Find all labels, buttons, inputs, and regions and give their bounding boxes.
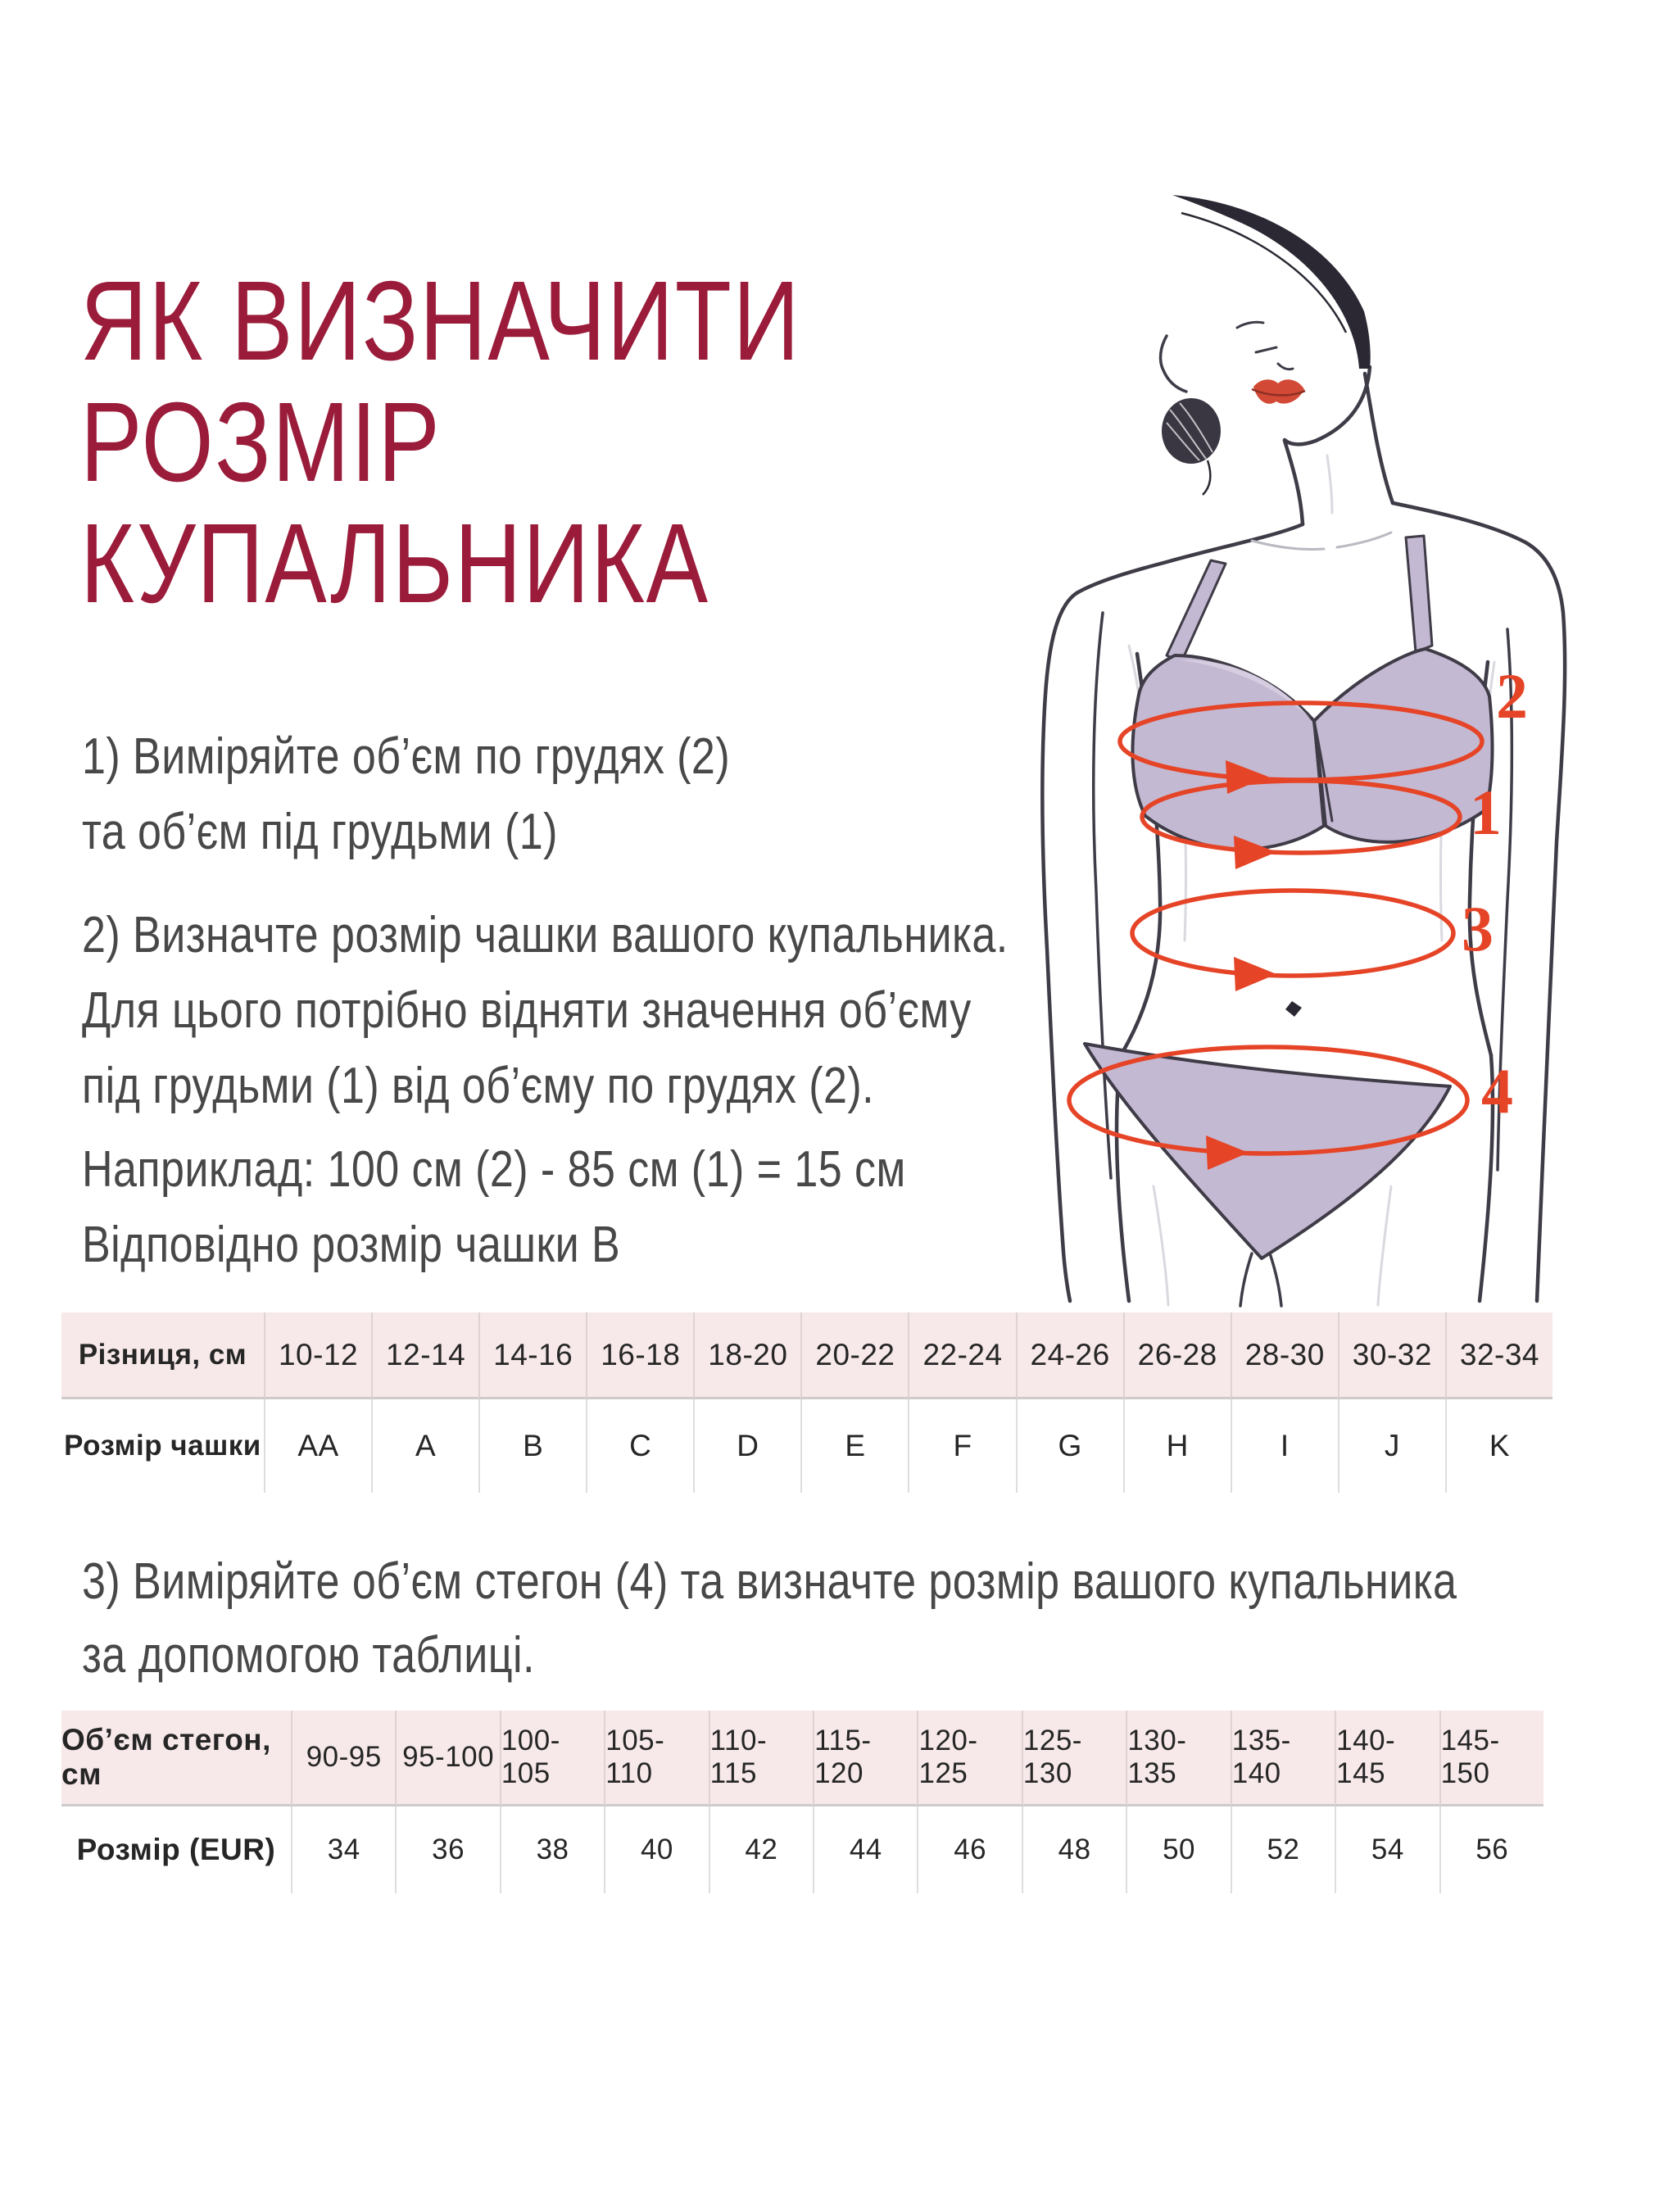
step1-line-1: 1) Виміряйте об’єм по грудях (2) bbox=[82, 728, 731, 785]
hip-table-range-value: 115-120 bbox=[813, 1711, 917, 1806]
bust-measure-number: 2 bbox=[1496, 660, 1528, 732]
cup-table-cup-value: J bbox=[1338, 1399, 1445, 1493]
bra-right-cup bbox=[1314, 649, 1492, 842]
cup-table-diff-value: 32-34 bbox=[1445, 1312, 1552, 1399]
cup-table-cup-value: F bbox=[908, 1399, 1015, 1493]
hip-table-size-value: 44 bbox=[813, 1806, 917, 1893]
cup-table-diff-value: 16-18 bbox=[586, 1312, 693, 1399]
title-line-2: РОЗМІР bbox=[80, 379, 442, 505]
waist-arrowhead bbox=[1234, 957, 1276, 991]
hips-measure-number: 4 bbox=[1481, 1055, 1513, 1126]
waist-measure-number: 3 bbox=[1462, 893, 1494, 964]
bra-strap-right bbox=[1406, 536, 1432, 652]
step3-line-2: за допомогою таблиці. bbox=[82, 1627, 535, 1684]
title-line-3: КУПАЛЬНИКА bbox=[80, 501, 709, 627]
underbust-measure-number: 1 bbox=[1470, 777, 1502, 848]
hip-table-size-value: 36 bbox=[395, 1806, 499, 1893]
cup-table-diff-value: 12-14 bbox=[371, 1312, 478, 1399]
hip-table-range-value: 120-125 bbox=[917, 1711, 1021, 1806]
example-line-1: Наприклад: 100 см (2) - 85 см (1) = 15 см bbox=[82, 1141, 906, 1198]
navel-mark bbox=[1285, 1001, 1302, 1017]
neck-right-line bbox=[1365, 374, 1393, 503]
page-title bbox=[80, 258, 801, 627]
brow-line bbox=[1237, 322, 1263, 328]
cup-table-diff-value: 22-24 bbox=[908, 1312, 1015, 1399]
hip-table-size-value: 54 bbox=[1335, 1806, 1439, 1893]
neck-left-line bbox=[1285, 441, 1303, 524]
hip-table-range-value: 125-130 bbox=[1022, 1711, 1126, 1806]
instruction-step-3 bbox=[82, 1545, 1457, 1693]
cup-table-cup-value: B bbox=[478, 1399, 586, 1493]
cup-table-cup-value: H bbox=[1123, 1399, 1231, 1493]
face-jaw-line bbox=[1285, 367, 1370, 444]
hip-table-size-value: 38 bbox=[500, 1806, 604, 1893]
hip-table-size-value: 42 bbox=[709, 1806, 813, 1893]
cup-table-diff-value: 24-26 bbox=[1016, 1312, 1123, 1399]
left-arm-inner-line bbox=[1094, 613, 1111, 1178]
hip-table-range-value: 140-145 bbox=[1335, 1711, 1439, 1806]
panties bbox=[1085, 1044, 1450, 1258]
example-line-2: Відповідно розмір чашки B bbox=[82, 1217, 621, 1273]
hip-table-size-value: 34 bbox=[291, 1806, 395, 1893]
hair-sweep bbox=[1172, 195, 1371, 369]
woman-figure-svg bbox=[1006, 121, 1658, 1311]
hip-table-size-value: 40 bbox=[604, 1806, 708, 1893]
hip-table-row1-label: Об’єм стегон, см bbox=[61, 1711, 291, 1806]
step2-line-2: Для цього потрібно відняти значення об’єму bbox=[82, 982, 972, 1039]
cup-table-cup-value: C bbox=[586, 1399, 693, 1493]
hip-table-range-value: 145-150 bbox=[1439, 1711, 1543, 1806]
measurement-figure-illustration bbox=[1006, 121, 1658, 1311]
waist-measurement-ellipse bbox=[1132, 891, 1453, 976]
cup-table-diff-value: 14-16 bbox=[478, 1312, 586, 1399]
neck-shade-line bbox=[1327, 456, 1332, 513]
inner-leg-right bbox=[1270, 1253, 1281, 1306]
cup-table-cup-value: D bbox=[693, 1399, 800, 1493]
cup-table-diff-value: 10-12 bbox=[264, 1312, 371, 1399]
hip-table-range-value: 110-115 bbox=[709, 1711, 813, 1806]
cup-table-row1-label: Різниця, см bbox=[61, 1312, 264, 1399]
hip-table-range-value: 95-100 bbox=[395, 1711, 499, 1806]
title-line-1: ЯК ВИЗНАЧИТИ bbox=[80, 258, 801, 384]
hip-table-size-value: 50 bbox=[1126, 1806, 1230, 1893]
ear-line bbox=[1161, 336, 1186, 392]
hip-table-row2-label: Розмір (EUR) bbox=[76, 1833, 276, 1866]
hip-table-range-value: 105-110 bbox=[604, 1711, 708, 1806]
cup-table-cup-value: I bbox=[1231, 1399, 1338, 1493]
cup-table-cup-value: A bbox=[371, 1399, 478, 1493]
cup-table-diff-value: 30-32 bbox=[1338, 1312, 1445, 1399]
hip-table-range-value: 90-95 bbox=[291, 1711, 395, 1806]
cup-table-diff-value: 28-30 bbox=[1231, 1312, 1338, 1399]
bra-strap-left bbox=[1167, 560, 1226, 662]
cup-table-row2-label: Розмір чашки bbox=[64, 1430, 261, 1462]
instruction-example bbox=[82, 1132, 906, 1283]
cup-table-diff-value: 18-20 bbox=[693, 1312, 800, 1399]
cup-table-cup-value: G bbox=[1016, 1399, 1123, 1493]
eyelash-line bbox=[1256, 347, 1276, 352]
cup-table-cup-value: AA bbox=[264, 1399, 371, 1493]
cup-table-diff-value: 20-22 bbox=[800, 1312, 908, 1399]
bun-loose-strand bbox=[1203, 460, 1210, 495]
inner-leg-left bbox=[1240, 1253, 1252, 1306]
step2-line-3: під грудьми (1) від об’єму по грудях (2). bbox=[82, 1058, 875, 1114]
hip-table-size-value: 56 bbox=[1439, 1806, 1543, 1893]
thigh-shade-right bbox=[1378, 1186, 1391, 1305]
hip-table-size-value: 52 bbox=[1231, 1806, 1335, 1893]
collarbone-left bbox=[1252, 541, 1324, 550]
collarbone-right bbox=[1337, 533, 1391, 547]
cup-table-cup-value: E bbox=[800, 1399, 908, 1493]
step2-line-1: 2) Визначте розмір чашки вашого купальника. bbox=[82, 907, 1009, 963]
hip-size-table bbox=[61, 1711, 1543, 1893]
bra-left-cup bbox=[1132, 655, 1324, 850]
hip-table-range-value: 135-140 bbox=[1231, 1711, 1335, 1806]
step3-line-1: 3) Виміряйте об’єм стегон (4) та визначте розмір вашого купальника bbox=[82, 1553, 1457, 1610]
hip-table-size-value: 46 bbox=[917, 1806, 1021, 1893]
hip-table-range-value: 130-135 bbox=[1126, 1711, 1230, 1806]
instruction-step-1 bbox=[82, 719, 730, 870]
cup-table-cup-value: K bbox=[1445, 1399, 1552, 1493]
cup-table-diff-value: 26-28 bbox=[1123, 1312, 1231, 1399]
thigh-shade-left bbox=[1154, 1186, 1168, 1305]
step1-line-2: та об’єм під грудьми (1) bbox=[82, 804, 558, 860]
nose-line bbox=[1278, 364, 1293, 369]
hip-table-range-value: 100-105 bbox=[500, 1711, 604, 1806]
hip-table-size-value: 48 bbox=[1022, 1806, 1126, 1893]
cup-size-table bbox=[61, 1312, 1552, 1493]
hair-bun bbox=[1162, 398, 1221, 464]
instruction-step-2 bbox=[82, 898, 1009, 1124]
